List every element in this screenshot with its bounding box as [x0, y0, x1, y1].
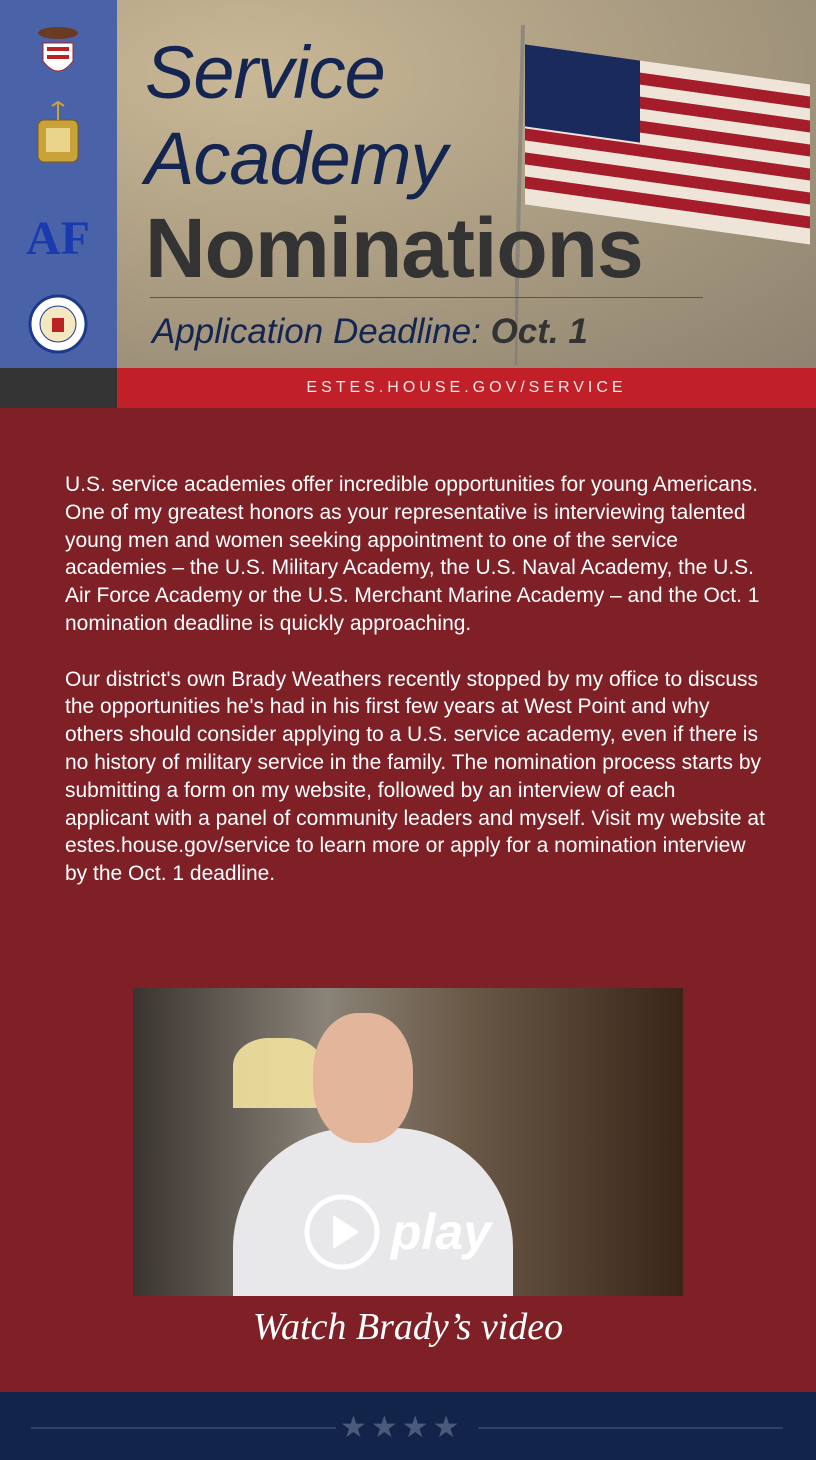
stars-icon: ★★★★: [340, 1411, 464, 1444]
paragraph-2: Our district's own Brady Weathers recently stopped by my office to discuss the opportunities he's had in his first few years at West Point and why others should consider applying to a U.S. service academy, even if there is no history of military service in the family. The nomination process starts by submitting a form on my website, followed by an interview of each applicant with a panel of community leaders and myself. Visit my website at estes.house.gov/service to learn more or apply for a nomination interview by the Oct. 1 deadline.: [65, 667, 765, 886]
merchant-marine-seal-icon: [28, 294, 88, 354]
deadline-label: Application Deadline:: [152, 312, 481, 351]
play-label: play: [391, 1204, 492, 1260]
title-line-service: Service: [145, 31, 385, 114]
title-line-nominations: Nominations: [145, 201, 643, 295]
naval-academy-seal-icon: [28, 100, 88, 180]
deadline-date: Oct. 1: [490, 312, 588, 351]
lamp-shade: [233, 1038, 323, 1108]
academy-sidebar: [0, 0, 117, 368]
divider: [150, 297, 703, 298]
video-thumbnail[interactable]: [133, 988, 683, 1296]
paragraph-1: U.S. service academies offer incredible opportunities for young Americans. One of my greatest honors as your representative is interviewing talented young men and women seeking appointment to one of the service academies – the U.S. Military Academy, the U.S. Naval Academy, the U.S. Air Force Academy or the U.S. Merchant Marine Academy – and the Oct. 1 nomination deadline is quickly approaching.: [65, 473, 760, 635]
air-force-logo-icon: AF: [26, 211, 90, 265]
application-deadline: [152, 312, 588, 352]
body-text: [65, 471, 765, 916]
title-line-academy: Academy: [145, 117, 447, 200]
footer-line-right: [478, 1427, 783, 1429]
page-title: [145, 30, 446, 202]
cadet-face: [313, 1013, 413, 1143]
header-banner: [0, 0, 816, 368]
video-caption[interactable]: Watch Brady’s video: [252, 1306, 564, 1348]
strip-dark: [0, 368, 117, 408]
play-button[interactable]: [303, 1193, 491, 1271]
west-point-seal-icon: [28, 22, 88, 82]
play-icon: [303, 1193, 381, 1271]
website-link[interactable]: ESTES.HOUSE.GOV/SERVICE: [117, 368, 816, 408]
footer-line-left: [31, 1427, 336, 1429]
